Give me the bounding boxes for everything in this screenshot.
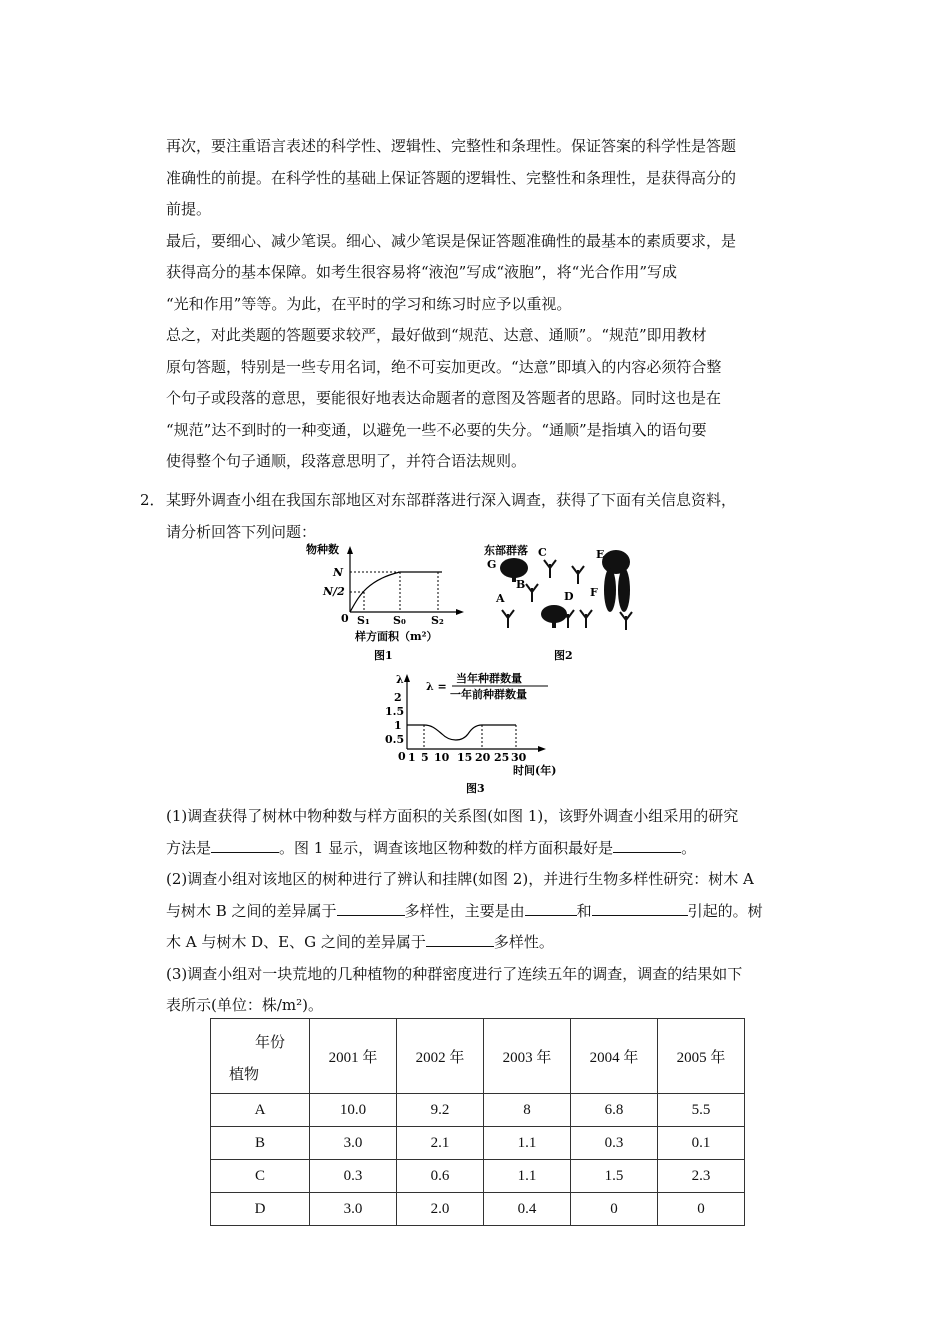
table-row (211, 1094, 745, 1127)
fig2-letter: C (538, 546, 547, 559)
fig1-xtick: S₂ (431, 614, 444, 627)
fig3-ytick: 2 (394, 691, 402, 704)
table-header-cell: 2004 年 (571, 1019, 658, 1094)
value-cell: 0 (658, 1193, 745, 1226)
value-cell: 2.3 (658, 1160, 745, 1193)
fig1-ylabel: 物种数 (306, 543, 339, 556)
fig1-ytick-n2: N/2 (323, 585, 345, 598)
table-header-cell: 2001 年 (310, 1019, 397, 1094)
fig2-letter: F (590, 586, 598, 599)
value-cell: 0.4 (484, 1193, 571, 1226)
table-header-cell: 2003 年 (484, 1019, 571, 1094)
sub2-text: 与树木 B 之间的差异属于 (166, 901, 337, 920)
corner-year-label: 年份 (255, 1035, 286, 1051)
table-header-cell: 2002 年 (397, 1019, 484, 1094)
intro-text (166, 131, 810, 478)
value-cell: 0.3 (310, 1160, 397, 1193)
fig3-formula-lhs: λ = (426, 680, 447, 693)
answer-blank[interactable] (592, 899, 688, 916)
table-header-row (211, 1019, 745, 1094)
sub1-text: 。图 1 显示，调查该地区物种数的样方面积最好是 (279, 838, 614, 857)
value-cell: 0 (571, 1193, 658, 1226)
table-header-cell: 2005 年 (658, 1019, 745, 1094)
fig3-xtick: 30 (511, 751, 527, 764)
plant-cell: B (211, 1127, 310, 1160)
fig2-title: 东部群落 (484, 544, 528, 557)
sub-questions (166, 801, 810, 1022)
fig3-xtick: 5 (421, 751, 429, 764)
question-stem (166, 485, 810, 548)
fig3-xlabel: 时间(年) (513, 764, 557, 777)
fig3-ytick: 1.5 (385, 705, 405, 718)
fig3-caption: 图3 (466, 782, 485, 795)
sub2-text: 多样性。 (493, 933, 554, 951)
intro-line: 使得整个句子通顺，段落意思明了，并符合语法规则。 (166, 452, 527, 470)
stem-line: 某野外调查小组在我国东部地区对东部群落进行深入调查，获得了下面有关信息资料， (166, 491, 737, 509)
value-cell: 8 (484, 1094, 571, 1127)
fig3-formula-num: 当年种群数量 (456, 672, 522, 685)
fig3-ytick: 0.5 (385, 733, 405, 746)
fig2-letter: E (596, 548, 605, 561)
value-cell: 0.3 (571, 1127, 658, 1160)
figure-1 (300, 540, 470, 669)
sub2-line: (2)调查小组对该地区的树种进行了辨认和挂牌(如图 2)，并进行生物多样性研究：树木 A (166, 870, 754, 888)
intro-line: 个句子或段落的意思，要能很好地表达命题者的意图及答题者的思路。同时这也是在 (166, 389, 722, 407)
value-cell: 5.5 (658, 1094, 745, 1127)
plant-cell: D (211, 1193, 310, 1226)
value-cell: 10.0 (310, 1094, 397, 1127)
answer-blank[interactable] (525, 899, 577, 916)
intro-line: “规范”达不到时的一种变通，以避免一些不必要的失分。“通顺”是指填入的语句要 (166, 420, 707, 439)
answer-blank[interactable] (613, 836, 681, 853)
intro-line: 原句答题，特别是一些专用名词，绝不可妄加更改。“达意”即填入的内容必须符合整 (166, 357, 722, 376)
plant-cell: A (211, 1094, 310, 1127)
fig3-formula-den: 一年前种群数量 (450, 688, 527, 701)
fig3-origin: 0 (398, 750, 406, 763)
fig1-origin: 0 (341, 612, 349, 625)
sub1-text: 方法是 (166, 838, 212, 857)
value-cell: 1.1 (484, 1160, 571, 1193)
sub2-text: 木 A 与树木 D、E、G 之间的差异属于 (166, 933, 426, 951)
fig2-letter: G (487, 558, 497, 571)
tall-tree-icon (602, 550, 630, 612)
sub3-line: (3)调查小组对一块荒地的几种植物的种群密度进行了连续五年的调查，调查的结果如下 (166, 964, 743, 983)
value-cell: 2.1 (397, 1127, 484, 1160)
answer-blank[interactable] (211, 836, 279, 853)
sub1-line (166, 833, 810, 865)
sub2-text: 引起的。树 (687, 901, 763, 920)
sub2-text: 和 (576, 901, 592, 920)
stem-line: 请分析回答下列问题： (166, 522, 317, 541)
table-row (211, 1127, 745, 1160)
density-table (210, 1018, 745, 1226)
intro-line: 前提。 (166, 200, 212, 218)
intro-line: 获得高分的基本保障。如考生很容易将“液泡”写成“液胞”，将“光合作用”写成 (166, 263, 678, 281)
figure-3 (370, 668, 570, 802)
intro-line: 准确性的前提。在科学性的基础上保证答题的逻辑性、完整性和条理性，是获得高分的 (166, 168, 737, 187)
value-cell: 3.0 (310, 1127, 397, 1160)
value-cell: 6.8 (571, 1094, 658, 1127)
question-number: 2． (140, 491, 165, 509)
sub2-line (166, 927, 810, 959)
value-cell: 9.2 (397, 1094, 484, 1127)
fig1-xtick: S₀ (393, 614, 406, 627)
fig3-xtick: 1 (408, 751, 416, 764)
value-cell: 1.5 (571, 1160, 658, 1193)
table-row (211, 1160, 745, 1193)
intro-line: 总之，对此类题的答题要求较严，最好做到“规范、达意、通顺”。“规范”即用教材 (166, 326, 707, 344)
intro-line: “光和作用”等等。为此，在平时的学习和练习时应予以重视。 (166, 294, 572, 313)
intro-line: 最后，要细心、减少笔误。细心、减少笔误是保证答题准确性的最基本的素质要求，是 (166, 231, 737, 250)
sub2-line (166, 896, 810, 928)
fig3-xtick: 15 (457, 751, 473, 764)
fig1-ytick-n: N (333, 566, 344, 579)
value-cell: 3.0 (310, 1193, 397, 1226)
value-cell: 2.0 (397, 1193, 484, 1226)
sub1-line: (1)调查获得了树林中物种数与样方面积的关系图(如图 1)，该野外调查小组采用的研究 (166, 807, 739, 825)
fig3-ytick: 1 (394, 719, 402, 732)
fig3-xtick: 10 (434, 751, 450, 764)
fig3-xtick: 25 (494, 751, 510, 764)
fig1-caption: 图1 (374, 649, 393, 662)
corner-plant-label: 植物 (229, 1067, 260, 1083)
value-cell: 0.1 (658, 1127, 745, 1160)
answer-blank[interactable] (337, 899, 405, 916)
value-cell: 1.1 (484, 1127, 571, 1160)
fig1-xtick: S₁ (357, 614, 370, 627)
answer-blank[interactable] (426, 930, 494, 947)
fig1-xlabel: 样方面积（m²） (355, 630, 438, 643)
fig3-ylabel: λ (396, 673, 404, 686)
intro-line: 再次，要注重语言表述的科学性、逻辑性、完整性和条理性。保证答案的科学性是答题 (166, 137, 737, 155)
table-row (211, 1193, 745, 1226)
plant-cell: C (211, 1160, 310, 1193)
shrub-icon (541, 605, 567, 628)
fig2-letter: D (564, 590, 574, 603)
fig3-xtick: 20 (475, 751, 491, 764)
value-cell: 0.6 (397, 1160, 484, 1193)
sub2-text: 多样性，主要是由 (404, 901, 525, 920)
sub3-line: 表所示(单位：株/m²)。 (166, 996, 323, 1014)
table-corner-cell (211, 1019, 310, 1094)
fig2-letter: A (496, 592, 505, 605)
fig2-caption: 图2 (554, 649, 573, 662)
fig2-letter: B (516, 578, 526, 591)
sub1-text: 。 (681, 838, 697, 857)
figure-2 (480, 540, 650, 669)
